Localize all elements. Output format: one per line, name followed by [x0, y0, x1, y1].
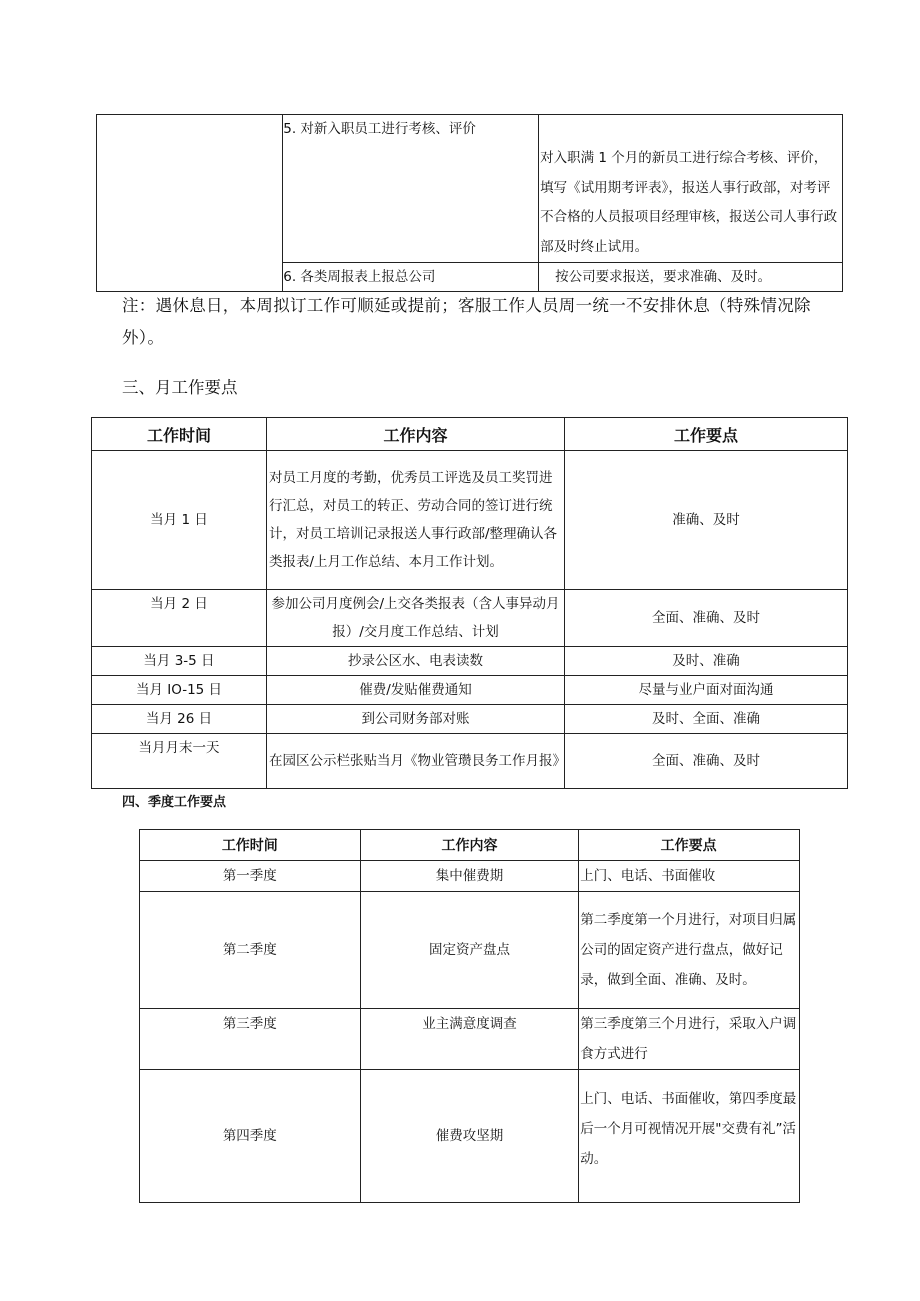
table-cell-content: 抄录公区水、电表读数: [267, 647, 565, 676]
table-row: [92, 705, 848, 734]
table-cell-content: 固定资产盘点: [360, 892, 579, 1009]
table-header-row: [92, 418, 848, 451]
table-row: [140, 892, 800, 1009]
table-cell-content: 对员工月度的考勤，优秀员工评选及员工奖罚进行汇总，对员工的转正、劳动合同的签订进行统计，对员工培训记录报送人事行政部/整理确认各类报表/上月工作总结、本月工作计划。: [267, 451, 565, 590]
table-cell-content: 催费攻坚期: [360, 1070, 579, 1203]
table-row: [92, 451, 848, 590]
section-heading-quarterly: 四、季度工作要点: [122, 795, 227, 810]
table-cell-content: 到公司财务部对账: [267, 705, 565, 734]
table-row: [92, 590, 848, 647]
table-cell-time: 当月 1 日: [92, 451, 267, 590]
column-header: 工作要点: [579, 830, 800, 861]
table-cell-points: 第三季度第三个月进行，采取入户调食方式进行: [579, 1009, 800, 1070]
table-cell-time: 第一季度: [140, 861, 361, 892]
table-row: [140, 861, 800, 892]
table-cell-time: 第四季度: [140, 1070, 361, 1203]
table-row: [92, 647, 848, 676]
table-cell-content: 在园区公示栏张贴当月《物业管瓒艮务工作月报》: [267, 734, 565, 789]
table-cell-time: 第二季度: [140, 892, 361, 1009]
monthly-work-table: [91, 417, 848, 789]
table-cell-time: 当月月末一天: [92, 734, 267, 789]
section-heading-monthly: 三、月工作要点: [122, 378, 238, 397]
table-header-row: [140, 830, 800, 861]
weekly-plan-table-continued: [96, 114, 843, 292]
table-cell-content: 催费/发贴催费通知: [267, 676, 565, 705]
table-cell-points: 全面、准确、及时: [565, 590, 848, 647]
table-cell-time: 当月 IO-15 日: [92, 676, 267, 705]
column-header: 工作内容: [360, 830, 579, 861]
table-cell-time: 当月 2 日: [92, 590, 267, 647]
table-cell-points: 第二季度第一个月进行，对项目归属公司的固定资产进行盘点，做好记录，做到全面、准确、及时。: [579, 892, 800, 1009]
table-row: [140, 1009, 800, 1070]
column-header: 工作时间: [140, 830, 361, 861]
table-cell-item: 6. 各类周报表上报总公司: [283, 263, 539, 292]
quarterly-work-table: [139, 829, 800, 1203]
table-cell-requirement: 按公司要求报送，要求准确、及时。: [539, 263, 843, 292]
table-row: [92, 676, 848, 705]
table-cell-points: 上门、电话、书面催收: [579, 861, 800, 892]
table-cell-empty: [97, 115, 283, 292]
table-cell-points: 准确、及时: [565, 451, 848, 590]
table-cell-points: 及时、准确: [565, 647, 848, 676]
table-row: [140, 1070, 800, 1203]
table-cell-time: 第三季度: [140, 1009, 361, 1070]
column-header: 工作时间: [92, 418, 267, 451]
table-cell-points: 上门、电话、书面催收，第四季度最后一个月可视情况开展"交费有礼”活动。: [579, 1070, 800, 1203]
column-header: 工作要点: [565, 418, 848, 451]
table-cell-time: 当月 3-5 日: [92, 647, 267, 676]
table-cell-content: 业主满意度调查: [360, 1009, 579, 1070]
table-cell-requirement: 对入职满 1 个月的新员工进行综合考核、评价，填写《试用期考评表》，报送人事行政部，对考评不合格的人员报项目经理审核，报送公司人事行政部及时终止试用。: [539, 115, 843, 263]
table-cell-item: 5. 对新入职员工进行考核、评价: [283, 115, 539, 263]
note-paragraph: 注：遇休息日，本周拟订工作可顺延或提前；客服工作人员周一统一不安排休息（特殊情况除外）。: [122, 296, 811, 347]
table-cell-points: 尽量与业户面对面沟通: [565, 676, 848, 705]
table-cell-content: 参加公司月度例会/上交各类报表（含人事异动月报）/交月度工作总结、计划: [267, 590, 565, 647]
table-cell-points: 及时、全面、准确: [565, 705, 848, 734]
table-row: [92, 734, 848, 789]
table-cell-points: 全面、准确、及时: [565, 734, 848, 789]
column-header: 工作内容: [267, 418, 565, 451]
table-cell-content: 集中催费期: [360, 861, 579, 892]
table-cell-time: 当月 26 日: [92, 705, 267, 734]
table-row: [97, 115, 843, 263]
